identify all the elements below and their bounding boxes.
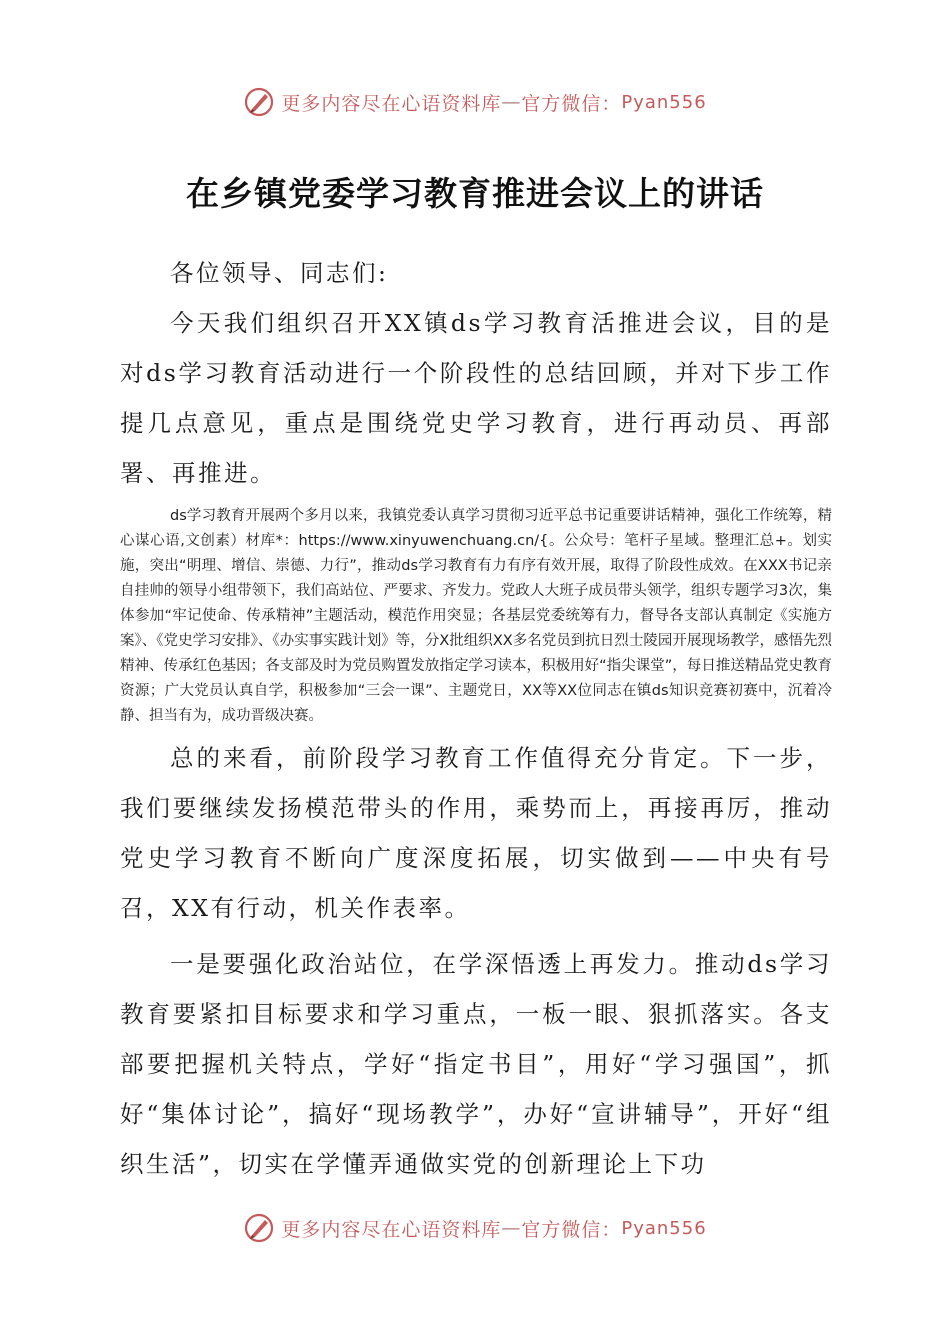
footer-watermark-banner — [0, 1212, 950, 1244]
pen-logo-icon — [243, 1212, 275, 1244]
document-title: 在乡镇党委学习教育推进会议上的讲话 — [186, 174, 764, 213]
banner-wechat-label: 官方微信： — [521, 1218, 622, 1241]
banner-wechat-id: Pyan556 — [621, 91, 707, 113]
pen-logo-icon — [243, 86, 275, 118]
greeting-paragraph: 各位领导、同志们: — [170, 259, 389, 287]
overview-paragraph: 总的来看，前阶段学习教育工作值得充分肯定。下一步，我们要继续发扬模范带头的作用，乘势而上，再接再厉，推动党史学习教育不断向广度深度拓展，切实做到——中央有号召，XX有行动，机关作表率。 — [120, 744, 832, 922]
banner-text: 更多内容尽在心语资料库 — [281, 92, 502, 115]
banner-wechat-label: 官方微信： — [521, 92, 622, 115]
banner-separator: — — [501, 1217, 522, 1239]
document-body — [120, 248, 832, 1189]
banner-separator: — — [501, 91, 522, 113]
summary-paragraph: ds学习教育开展两个多月以来，我镇党委认真学习贯彻习近平总书记重要讲话精神，强化工作统筹，精心谋心语,文创素）材库*：https://www.xinyuwenchuang.cn/{。公众号：笔杆子星域。整理汇总+。划实施，突出“明理、增信、崇德、力行”，推动ds学习教育有力有序有效开展，取得了阶段性成效。在XXX书记亲自挂帅的领导小组带领下，我们高站位、严要求、齐发力。党政人大班子成员带头领学，组织专题学习3次，集体参加“牢记使命、传承精神”主题活动，模范作用突显；各基层党委统筹有力，督导各支部认真制定《实施方案》、《党史学习安排》、《办实事实践计划》等，分X批组织XX多名党员到抗日烈士陵园开展现场教学，感悟先烈精神、传承红色基因；各支部及时为党员购置发放指定学习读本，积极用好“指尖课堂”，每日推送精品党史教育资源；广大党员认真自学，积极参加“三会一课”、主题党日，XX等XX位同志在镇ds知识竞赛初赛中，沉着冷静、担当有为，成功晋级决赛。 — [120, 508, 832, 724]
banner-text: 更多内容尽在心语资料库 — [281, 1218, 502, 1241]
point-one-paragraph: 一是要强化政治站位，在学深悟透上再发力。推动ds学习教育要紧扣目标要求和学习重点，一板一眼、狠抓落实。各支部要把握机关特点，学好“指定书目”，用好“学习强国”，抓好“集体讨论”，搞好“现场教学”，办好“宣讲辅导”，开好“组织生活”，切实在学懂弄通做实党的创新理论上下功 — [120, 950, 832, 1178]
banner-wechat-id: Pyan556 — [621, 1217, 707, 1239]
intro-paragraph: 今天我们组织召开XX镇ds学习教育活推进会议，目的是对ds学习教育活动进行一个阶段性的总结回顾，并对下步工作提几点意见，重点是围绕党史学习教育，进行再动员、再部署、再推进。 — [120, 309, 832, 487]
header-watermark-banner — [0, 86, 950, 118]
